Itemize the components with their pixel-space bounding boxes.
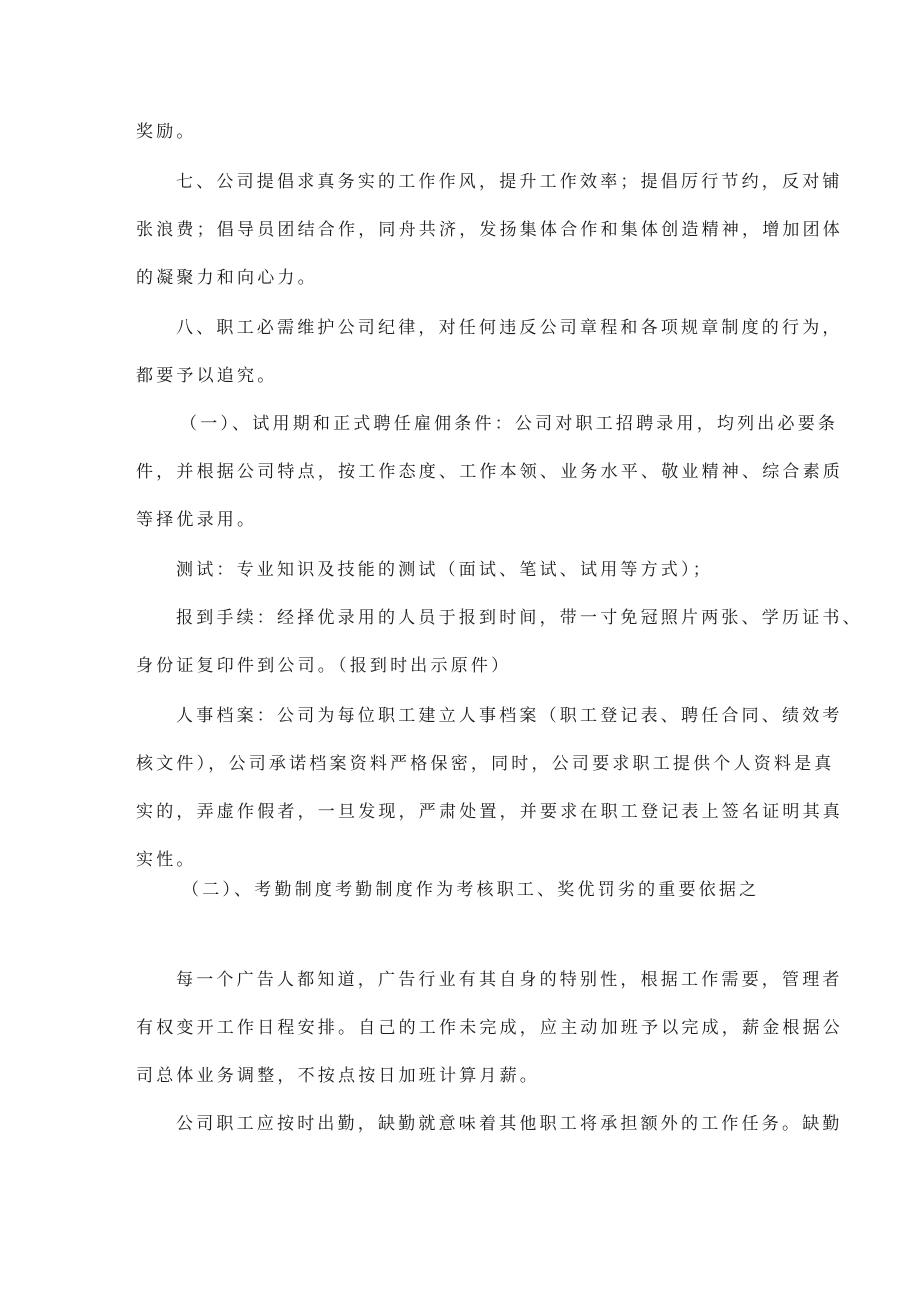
paragraph-8-line-2: 都要予以追究。 <box>136 366 278 386</box>
personnel-file-line-2: 核文件），公司承诺档案资料严格保密，同时，公司要求职工提供个人资料是真 <box>136 754 835 774</box>
section-2-heading: （二）、考勤制度考勤制度作为考核职工、奖优罚劣的重要依据之 <box>182 880 760 900</box>
personnel-file-line-3: 实的，弄虚作假者，一旦发现，严肃处置，并要求在职工登记表上签名证明其真 <box>136 802 843 822</box>
paragraph-7-line-1: 七、公司提倡求真务实的工作作风，提升工作效率；提倡厉行节约，反对铺 <box>176 172 843 192</box>
report-paragraph-line-2: 身份证复印件到公司。（报到时出示原件） <box>136 656 512 676</box>
report-paragraph-line-1: 报到手续：经择优录用的人员于报到时间，带一寸免冠照片两张、学历证书、 <box>176 608 863 628</box>
personnel-file-line-4: 实性。 <box>136 850 197 870</box>
paragraph-8-line-1: 八、职工必需维护公司纪律，对任何违反公司章程和各项规章制度的行为， <box>176 318 843 338</box>
advertising-paragraph-line-2: 有权变开工作日程安排。自己的工作未完成，应主动加班予以完成，薪金根据公 <box>136 1018 843 1038</box>
personnel-file-line-1: 人事档案：公司为每位职工建立人事档案（职工登记表、聘任合同、绩效考 <box>176 706 843 726</box>
text-line: 奖励。 <box>136 122 197 142</box>
section-1-line-3: 等择优录用。 <box>136 510 258 530</box>
paragraph-7-line-3: 的凝聚力和向心力。 <box>136 268 318 288</box>
section-1-line-2: 件，并根据公司特点，按工作态度、工作本领、业务水平、敬业精神、综合素质 <box>136 462 843 482</box>
paragraph-7-line-2: 张浪费；倡导员团结合作，同舟共济，发扬集体合作和集体创造精神，增加团体 <box>136 220 843 240</box>
advertising-paragraph-line-1: 每一个广告人都知道，广告行业有其自身的特别性，根据工作需要，管理者 <box>176 970 843 990</box>
attendance-paragraph-line-1: 公司职工应按时出勤，缺勤就意味着其他职工将承担额外的工作任务。缺勤 <box>176 1114 843 1134</box>
section-1-line-1: （一）、试用期和正式聘任雇佣条件：公司对职工招聘录用，均列出必要条 <box>180 414 839 434</box>
test-paragraph: 测试：专业知识及技能的测试（面试、笔试、试用等方式）； <box>176 560 713 580</box>
advertising-paragraph-line-3: 司总体业务调整，不按点按日加班计算月薪。 <box>136 1066 540 1086</box>
